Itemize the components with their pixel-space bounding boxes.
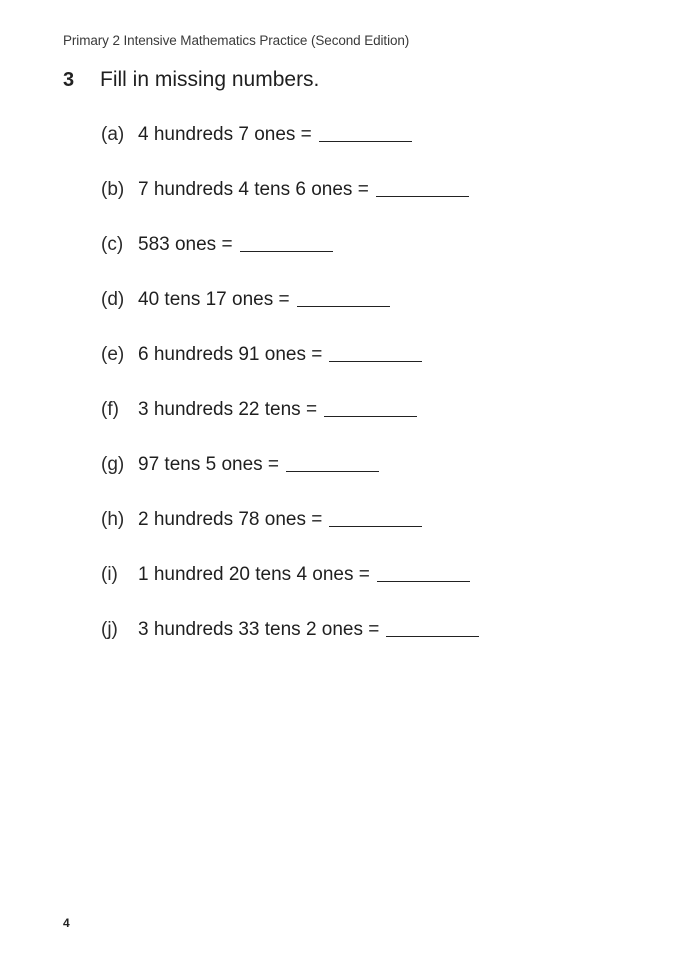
exercise-item-c [101, 234, 333, 256]
item-expression: 3 hundreds 33 tens 2 ones = [138, 619, 380, 640]
item-label: (b) [101, 179, 125, 200]
item-label: (h) [101, 509, 125, 530]
item-label: (d) [101, 289, 125, 310]
item-expression: 1 hundred 20 tens 4 ones = [138, 564, 370, 585]
answer-blank[interactable] [319, 140, 412, 142]
answer-blank[interactable] [286, 470, 379, 472]
exercise-item-a [101, 124, 412, 146]
answer-blank[interactable] [377, 580, 470, 582]
item-expression: 7 hundreds 4 tens 6 ones = [138, 179, 369, 200]
item-label: (i) [101, 564, 118, 585]
question-number: 3 [63, 69, 75, 91]
item-label: (a) [101, 124, 125, 145]
item-expression: 97 tens 5 ones = [138, 454, 280, 475]
answer-blank[interactable] [329, 360, 422, 362]
exercise-item-j [101, 619, 479, 641]
item-label: (c) [101, 234, 124, 255]
item-label: (f) [101, 399, 119, 420]
exercise-item-d [101, 289, 390, 311]
answer-blank[interactable] [329, 525, 422, 527]
answer-blank[interactable] [324, 415, 417, 417]
exercise-item-h [101, 509, 422, 531]
item-expression: 6 hundreds 91 ones = [138, 344, 323, 365]
item-expression: 583 ones = [138, 234, 233, 255]
book-header: Primary 2 Intensive Mathematics Practice (Second Edition) [63, 33, 410, 48]
page-number: 4 [63, 916, 70, 930]
exercise-item-f [101, 399, 417, 421]
item-label: (j) [101, 619, 118, 640]
answer-blank[interactable] [386, 635, 479, 637]
exercise-item-e [101, 344, 422, 366]
answer-blank[interactable] [376, 195, 469, 197]
exercise-item-b [101, 179, 469, 201]
item-expression: 40 tens 17 ones = [138, 289, 290, 310]
item-expression: 3 hundreds 22 tens = [138, 399, 318, 420]
item-label: (e) [101, 344, 125, 365]
exercise-item-g [101, 454, 379, 476]
item-label: (g) [101, 454, 125, 475]
question-heading [63, 68, 319, 92]
answer-blank[interactable] [297, 305, 390, 307]
item-expression: 4 hundreds 7 ones = [138, 124, 312, 145]
question-instruction: Fill in missing numbers. [100, 68, 320, 91]
item-expression: 2 hundreds 78 ones = [138, 509, 323, 530]
exercise-item-i [101, 564, 470, 586]
answer-blank[interactable] [240, 250, 333, 252]
